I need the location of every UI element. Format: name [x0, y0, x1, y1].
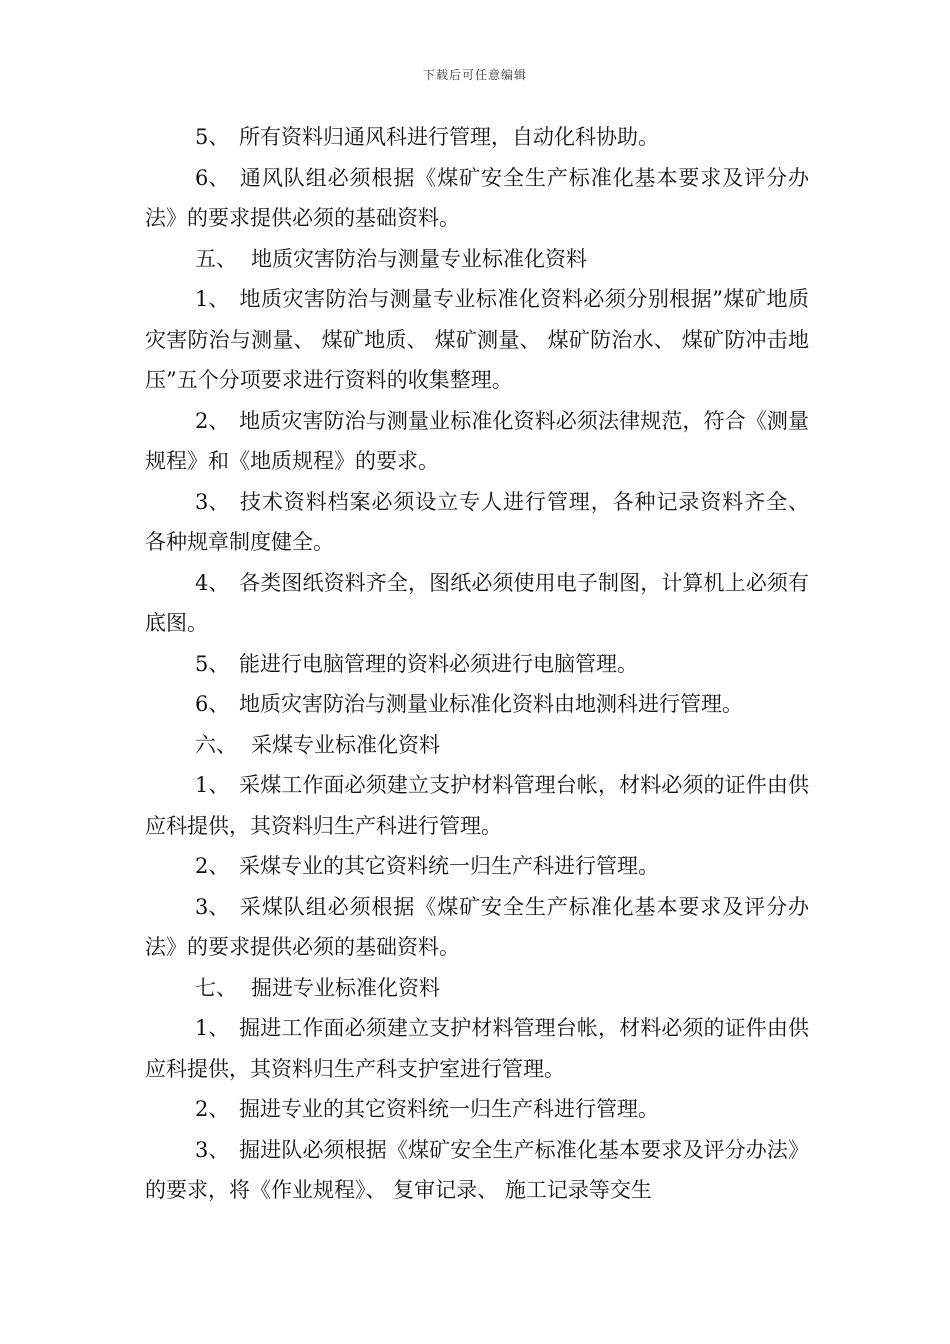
section-title: 地质灾害防治与测量专业标准化资料: [251, 246, 587, 271]
item-number: 6、: [195, 692, 230, 716]
item-number: 2、: [195, 854, 230, 878]
document-body: [145, 117, 809, 1211]
page-header: 下载后可任意编辑: [422, 68, 527, 82]
paragraph-text: 掘进队必须根据《煤矿安全生产标准化基本要求及评分办法》的要求，将《作业规程》、 复审记录、 施工记录等交生: [145, 1137, 809, 1202]
section-title: 采煤专业标准化资料: [251, 732, 440, 757]
item-number: 1、: [195, 773, 230, 797]
paragraph: [145, 887, 809, 968]
paragraph: [145, 563, 809, 644]
paragraph-text: 采煤专业的其它资料统一归生产科进行管理。: [239, 854, 659, 878]
section-number: 六、: [195, 732, 237, 757]
paragraph-text: 掘进工作面必须建立支护材料管理台帐，材料必须的证件由供应科提供，其资料归生产科支护室进行管理。: [145, 1016, 809, 1081]
paragraph-text: 各类图纸资料齐全，图纸必须使用电子制图，计算机上必须有底图。: [145, 570, 809, 635]
paragraph-text: 地质灾害防治与测量专业标准化资料必须分别根据”煤矿地质灾害防治与测量、 煤矿地质、 煤矿测量、 煤矿防治水、 煤矿防冲击地压”五个分项要求进行资料的收集整理。: [145, 287, 809, 392]
item-number: 6、: [195, 165, 230, 190]
paragraph: [145, 1089, 809, 1130]
item-number: 1、: [195, 287, 230, 311]
paragraph: [145, 846, 809, 887]
paragraph-text: 采煤队组必须根据《煤矿安全生产标准化基本要求及评分办法》的要求提供必须的基础资料。: [145, 894, 809, 959]
section-heading: [145, 239, 809, 280]
paragraph-text: 所有资料归通风科进行管理，自动化科协助。: [239, 125, 659, 149]
paragraph: [145, 401, 809, 482]
paragraph: [145, 1008, 809, 1089]
paragraph-text: 采煤工作面必须建立支护材料管理台帐，材料必须的证件由供应科提供，其资料归生产科进行管理。: [145, 773, 809, 838]
paragraph: [145, 684, 809, 725]
item-number: 4、: [195, 570, 230, 595]
section-heading: [145, 968, 809, 1009]
section-number: 七、: [195, 975, 237, 1000]
paragraph: [145, 279, 809, 401]
section-heading: [145, 725, 809, 766]
paragraph: [145, 158, 809, 239]
paragraph: [145, 644, 809, 685]
item-number: 2、: [195, 408, 230, 433]
section-number: 五、: [195, 246, 237, 271]
item-number: 2、: [195, 1097, 230, 1121]
paragraph: [145, 482, 809, 563]
item-number: 3、: [195, 894, 230, 919]
paragraph-text: 掘进专业的其它资料统一归生产科进行管理。: [239, 1097, 659, 1121]
paragraph-text: 地质灾害防治与测量业标准化资料由地测科进行管理。: [239, 692, 743, 716]
paragraph: [145, 765, 809, 846]
paragraph-text: 通风队组必须根据《煤矿安全生产标准化基本要求及评分办法》的要求提供必须的基础资料。: [145, 165, 809, 230]
section-title: 掘进专业标准化资料: [251, 975, 440, 1000]
item-number: 5、: [195, 651, 230, 676]
item-number: 5、: [195, 125, 230, 149]
paragraph-text: 地质灾害防治与测量业标准化资料必须法律规范，符合《测量规程》和《地质规程》的要求。: [145, 408, 809, 473]
item-number: 1、: [195, 1016, 230, 1040]
paragraph-text: 技术资料档案必须设立专人进行管理，各种记录资料齐全、 各种规章制度健全。: [145, 489, 809, 554]
item-number: 3、: [195, 489, 230, 514]
item-number: 3、: [195, 1137, 230, 1162]
paragraph-text: 能进行电脑管理的资料必须进行电脑管理。: [239, 651, 638, 676]
paragraph: [145, 117, 809, 158]
paragraph: [145, 1130, 809, 1211]
